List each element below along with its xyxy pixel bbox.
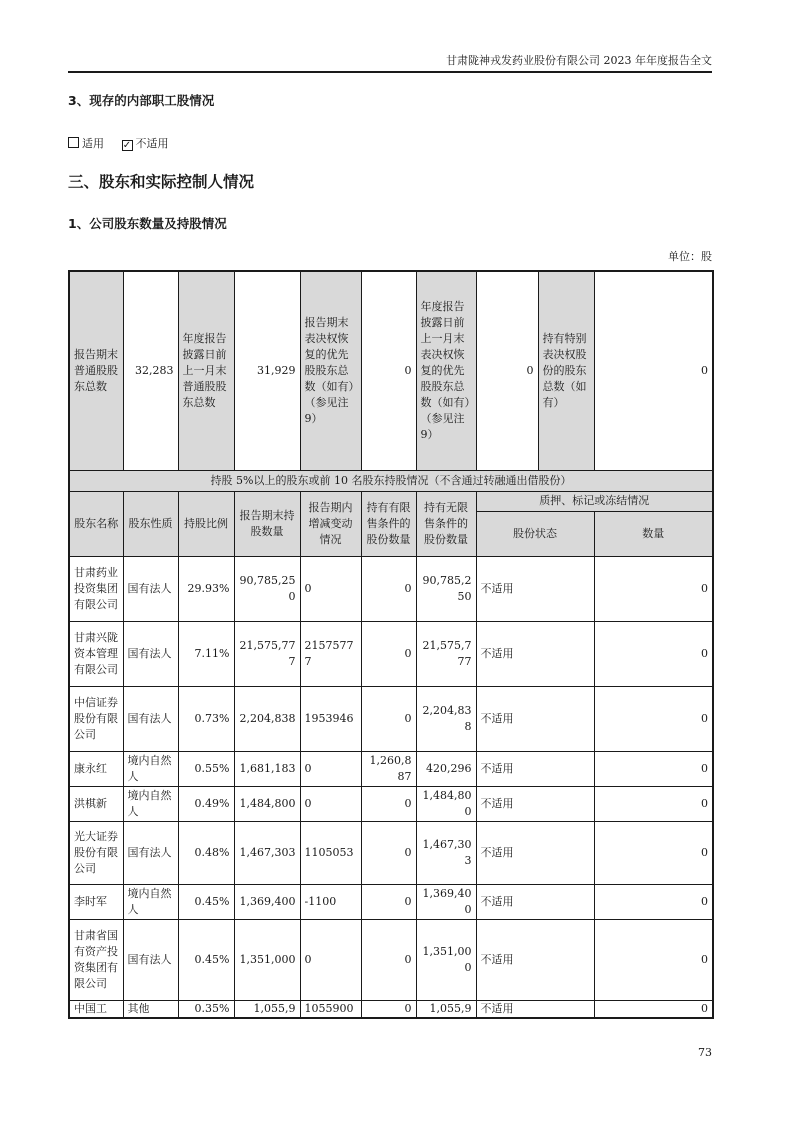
- cell-holder-ratio: 0.49%: [178, 786, 234, 821]
- cell-restricted: 1,260,887: [361, 751, 416, 786]
- col-header-ratio: 持股比例: [178, 491, 234, 556]
- document-header: [68, 0, 712, 73]
- cell-pledge-status: 不适用: [476, 751, 594, 786]
- cell-restricted: 0: [361, 556, 416, 621]
- cell-change: 0: [300, 751, 361, 786]
- cell-holder-ratio: 7.11%: [178, 621, 234, 686]
- top10-holders-banner: 持股 5%以上的股东或前 10 名股东持股情况（不含通过转融通出借股份）: [69, 470, 713, 491]
- cell-restricted: 0: [361, 884, 416, 919]
- holder-row: [69, 556, 713, 621]
- cell-unrestricted: 1,369,400: [416, 884, 476, 919]
- cell-unrestricted: 21,575,777: [416, 621, 476, 686]
- cell-unrestricted: 90,785,250: [416, 556, 476, 621]
- cell-holder-nature: 国有法人: [123, 686, 178, 751]
- summary-value-special-voting: 0: [594, 271, 713, 470]
- checkbox-not-applicable-label: 不适用: [135, 137, 169, 150]
- cell-change: 21575777: [300, 621, 361, 686]
- cell-unrestricted: 1,484,800: [416, 786, 476, 821]
- cell-holder-nature: 国有法人: [123, 919, 178, 1000]
- cell-holder-ratio: 0.73%: [178, 686, 234, 751]
- cell-shares-end: 1,681,183: [234, 751, 300, 786]
- col-header-name: 股东名称: [69, 491, 123, 556]
- cell-holder-nature: 境内自然人: [123, 884, 178, 919]
- summary-value-prior-month-holders: 31,929: [234, 271, 300, 470]
- cell-holder-name: 康永红: [69, 751, 123, 786]
- cell-pledge-qty: 0: [594, 556, 713, 621]
- holder-row: [69, 919, 713, 1000]
- cell-restricted: 0: [361, 686, 416, 751]
- col-header-restricted: 持有有限售条件的股份数量: [361, 491, 416, 556]
- cell-shares-end: 1,351,000: [234, 919, 300, 1000]
- cell-pledge-qty: 0: [594, 821, 713, 884]
- cell-pledge-status: 不适用: [476, 556, 594, 621]
- summary-label-prior-month-preferred: 年度报告披露日前上一月末表决权恢复的优先股股东总数（如有）（参见注 9）: [416, 271, 476, 470]
- cell-restricted: 0: [361, 919, 416, 1000]
- cell-restricted: 0: [361, 621, 416, 686]
- cell-pledge-qty: 0: [594, 919, 713, 1000]
- holder-row-truncated: [69, 1000, 713, 1018]
- checkbox-not-applicable[interactable]: [122, 136, 169, 151]
- cell-holder-nature: 国有法人: [123, 821, 178, 884]
- col-header-shares-end: 报告期末持股数量: [234, 491, 300, 556]
- section-1-heading: 1、公司股东数量及持股情况: [68, 216, 227, 231]
- cell-change: 0: [300, 919, 361, 1000]
- header-title: 甘肃陇神戎发药业股份有限公司 2023 年年度报告全文: [446, 54, 712, 67]
- applicability-row: [68, 136, 712, 151]
- cell-restricted: 0: [361, 821, 416, 884]
- summary-value-preferred-holders: 0: [361, 271, 416, 470]
- chapter-heading: 三、股东和实际控制人情况: [68, 173, 255, 191]
- cell-holder-name: 甘肃药业投资集团有限公司: [69, 556, 123, 621]
- cell-holder-name: 李时军: [69, 884, 123, 919]
- col-header-pledge-qty: 数量: [594, 511, 713, 556]
- col-header-change: 报告期内增减变动情况: [300, 491, 361, 556]
- cell-holder-nature: 其他: [123, 1000, 178, 1018]
- holders-header-row-1: [69, 491, 713, 511]
- summary-label-special-voting: 持有特别表决权股份的股东总数（如有）: [538, 271, 594, 470]
- cell-pledge-qty: 0: [594, 786, 713, 821]
- summary-value-prior-month-preferred: 0: [476, 271, 538, 470]
- cell-holder-ratio: 29.93%: [178, 556, 234, 621]
- cell-holder-nature: 境内自然人: [123, 786, 178, 821]
- holder-row: [69, 884, 713, 919]
- section-3-heading: 3、现存的内部职工股情况: [68, 93, 215, 108]
- cell-holder-ratio: 0.55%: [178, 751, 234, 786]
- cell-shares-end: 21,575,777: [234, 621, 300, 686]
- page-number: 73: [698, 1045, 712, 1059]
- cell-unrestricted: 1,467,303: [416, 821, 476, 884]
- cell-holder-name: 甘肃兴陇资本管理有限公司: [69, 621, 123, 686]
- holder-row: [69, 751, 713, 786]
- cell-holder-name: 甘肃省国有资产投资集团有限公司: [69, 919, 123, 1000]
- cell-unrestricted: 1,055,9: [416, 1000, 476, 1018]
- cell-holder-ratio: 0.35%: [178, 1000, 234, 1018]
- cell-pledge-qty: 0: [594, 884, 713, 919]
- cell-pledge-qty: 0: [594, 621, 713, 686]
- col-header-unrestricted: 持有无限售条件的股份数量: [416, 491, 476, 556]
- cell-holder-ratio: 0.48%: [178, 821, 234, 884]
- holder-row: [69, 786, 713, 821]
- cell-shares-end: 2,204,838: [234, 686, 300, 751]
- cell-holder-ratio: 0.45%: [178, 884, 234, 919]
- summary-value-common-holders: 32,283: [123, 271, 178, 470]
- cell-shares-end: 1,467,303: [234, 821, 300, 884]
- cell-change: -1100: [300, 884, 361, 919]
- cell-unrestricted: 1,351,000: [416, 919, 476, 1000]
- cell-shares-end: 1,369,400: [234, 884, 300, 919]
- cell-pledge-qty: 0: [594, 686, 713, 751]
- cell-restricted: 0: [361, 786, 416, 821]
- cell-pledge-status: 不适用: [476, 686, 594, 751]
- checkbox-checked-icon: ✓: [122, 140, 132, 151]
- cell-restricted: 0: [361, 1000, 416, 1018]
- cell-unrestricted: 2,204,838: [416, 686, 476, 751]
- cell-change: 1055900: [300, 1000, 361, 1018]
- cell-holder-name: 洪棋新: [69, 786, 123, 821]
- summary-row: [69, 271, 713, 470]
- summary-label-preferred-holders: 报告期末表决权恢复的优先股股东总数（如有）（参见注 9）: [300, 271, 361, 470]
- cell-holder-name: 中国工: [69, 1000, 123, 1018]
- cell-pledge-status: 不适用: [476, 1000, 594, 1018]
- unit-label: 单位：股: [668, 250, 712, 263]
- cell-shares-end: 1,484,800: [234, 786, 300, 821]
- banner-row: [69, 470, 713, 491]
- summary-label-common-holders: 报告期末普通股股东总数: [69, 271, 123, 470]
- cell-pledge-status: 不适用: [476, 621, 594, 686]
- cell-holder-nature: 国有法人: [123, 556, 178, 621]
- cell-change: 0: [300, 786, 361, 821]
- cell-holder-name: 中信证券股份有限公司: [69, 686, 123, 751]
- checkbox-unchecked-icon: [68, 137, 79, 148]
- checkbox-applicable-label: 适用: [82, 137, 104, 150]
- cell-change: 0: [300, 556, 361, 621]
- shareholder-table: [68, 270, 714, 1019]
- cell-pledge-status: 不适用: [476, 919, 594, 1000]
- cell-holder-nature: 境内自然人: [123, 751, 178, 786]
- cell-shares-end: 1,055,9: [234, 1000, 300, 1018]
- cell-change: 1105053: [300, 821, 361, 884]
- checkbox-applicable[interactable]: [68, 136, 104, 151]
- holder-row: [69, 686, 713, 751]
- cell-pledge-qty: 0: [594, 1000, 713, 1018]
- cell-shares-end: 90,785,250: [234, 556, 300, 621]
- holder-row: [69, 821, 713, 884]
- summary-label-prior-month-holders: 年度报告披露日前上一月末普通股股东总数: [178, 271, 234, 470]
- cell-pledge-qty: 0: [594, 751, 713, 786]
- cell-change: 1953946: [300, 686, 361, 751]
- col-header-pledge-status: 股份状态: [476, 511, 594, 556]
- cell-holder-nature: 国有法人: [123, 621, 178, 686]
- cell-pledge-status: 不适用: [476, 786, 594, 821]
- col-header-pledge-group: 质押、标记或冻结情况: [476, 491, 713, 511]
- cell-pledge-status: 不适用: [476, 884, 594, 919]
- cell-unrestricted: 420,296: [416, 751, 476, 786]
- col-header-nature: 股东性质: [123, 491, 178, 556]
- cell-pledge-status: 不适用: [476, 821, 594, 884]
- holder-row: [69, 621, 713, 686]
- cell-holder-name: 光大证券股份有限公司: [69, 821, 123, 884]
- cell-holder-ratio: 0.45%: [178, 919, 234, 1000]
- page-content: [68, 0, 712, 1060]
